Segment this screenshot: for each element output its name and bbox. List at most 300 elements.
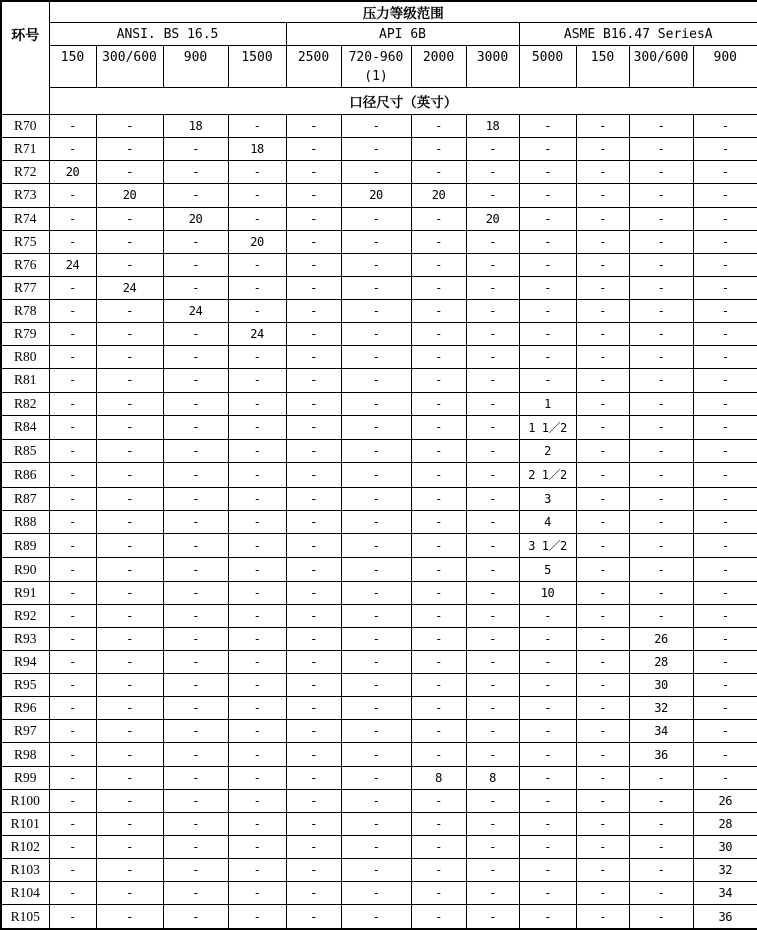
size-value-cell: -	[466, 253, 519, 276]
size-value-cell: -	[693, 487, 757, 510]
size-value-cell: -	[519, 905, 576, 929]
table-row	[1, 743, 757, 766]
size-value-cell: -	[693, 161, 757, 184]
size-value-cell: -	[466, 674, 519, 697]
size-value-cell: -	[228, 463, 286, 487]
size-value-cell: -	[629, 346, 693, 369]
size-value-cell: -	[576, 369, 629, 392]
ring-number-label: R103	[1, 859, 49, 882]
size-value-cell: -	[519, 650, 576, 673]
size-value-cell: -	[411, 392, 466, 415]
size-value-cell: -	[228, 789, 286, 812]
size-value-cell: -	[341, 392, 411, 415]
size-value-cell: -	[96, 674, 163, 697]
pressure-class-header: 900	[163, 46, 228, 88]
size-value-cell: -	[576, 650, 629, 673]
size-value-cell: -	[576, 604, 629, 627]
size-value-cell: -	[341, 650, 411, 673]
size-value-cell: -	[49, 300, 96, 323]
size-value-cell: -	[466, 184, 519, 207]
size-value-cell: -	[286, 674, 341, 697]
size-value-cell: -	[576, 581, 629, 604]
size-value-cell: -	[163, 674, 228, 697]
size-value-cell: -	[341, 207, 411, 230]
size-value-cell: -	[341, 627, 411, 650]
size-value-cell: -	[49, 440, 96, 463]
size-value-cell: -	[286, 369, 341, 392]
size-value-cell: -	[693, 276, 757, 299]
table-row	[1, 392, 757, 415]
size-value-cell: -	[49, 487, 96, 510]
size-value-cell: -	[519, 184, 576, 207]
size-value-cell: -	[466, 835, 519, 858]
size-value-cell: -	[96, 138, 163, 161]
size-value-cell: -	[576, 859, 629, 882]
size-value-cell: -	[693, 558, 757, 581]
size-value-cell: -	[411, 697, 466, 720]
size-value-cell: -	[519, 697, 576, 720]
size-value-cell: -	[466, 346, 519, 369]
size-value-cell: -	[228, 369, 286, 392]
size-value-cell: -	[341, 558, 411, 581]
size-value-cell: -	[49, 463, 96, 487]
size-value-cell: -	[629, 184, 693, 207]
size-value-cell: -	[163, 463, 228, 487]
size-value-cell: -	[629, 533, 693, 557]
size-value-cell: -	[519, 627, 576, 650]
size-value-cell: -	[163, 766, 228, 789]
size-value-cell: -	[163, 184, 228, 207]
size-value-cell: -	[341, 323, 411, 346]
size-value-cell: -	[693, 115, 757, 138]
pressure-class-header: 5000	[519, 46, 576, 88]
size-value-cell: -	[163, 581, 228, 604]
size-value-cell: -	[163, 627, 228, 650]
size-value-cell: -	[576, 627, 629, 650]
size-value-cell: -	[411, 369, 466, 392]
size-value-cell: -	[519, 161, 576, 184]
size-value-cell: -	[228, 300, 286, 323]
size-value-cell: -	[341, 581, 411, 604]
ring-number-label: R87	[1, 487, 49, 510]
size-value-cell: -	[466, 510, 519, 533]
size-value-cell: -	[96, 604, 163, 627]
size-value-cell: -	[341, 300, 411, 323]
size-value-cell: -	[49, 276, 96, 299]
ring-number-label: R105	[1, 905, 49, 929]
size-value-cell: -	[466, 697, 519, 720]
table-row	[1, 650, 757, 673]
size-value-cell: -	[519, 789, 576, 812]
size-value-cell: -	[286, 859, 341, 882]
size-value-cell: -	[629, 835, 693, 858]
size-value-cell: -	[629, 487, 693, 510]
ring-number-label: R100	[1, 789, 49, 812]
size-value-cell: -	[163, 369, 228, 392]
table-row	[1, 835, 757, 858]
size-value-cell: -	[49, 207, 96, 230]
title-row	[1, 1, 757, 23]
size-value-cell: -	[411, 859, 466, 882]
size-value-cell: 26	[629, 627, 693, 650]
size-value-cell: 20	[411, 184, 466, 207]
ring-number-label: R88	[1, 510, 49, 533]
size-value-cell: -	[341, 510, 411, 533]
size-value-cell: -	[163, 720, 228, 743]
size-value-cell: 28	[629, 650, 693, 673]
size-value-cell: -	[96, 720, 163, 743]
size-value-cell: -	[576, 510, 629, 533]
size-value-cell: -	[341, 766, 411, 789]
size-value-cell: -	[693, 627, 757, 650]
size-value-cell: 30	[693, 835, 757, 858]
size-value-cell: -	[286, 789, 341, 812]
size-value-cell: -	[286, 697, 341, 720]
size-value-cell: -	[576, 463, 629, 487]
size-value-cell: -	[576, 674, 629, 697]
table-row	[1, 627, 757, 650]
size-value-cell: -	[341, 533, 411, 557]
size-value-cell: 34	[693, 882, 757, 905]
size-value-cell: -	[411, 604, 466, 627]
size-value-cell: -	[576, 882, 629, 905]
table-row	[1, 323, 757, 346]
size-value-cell: -	[96, 415, 163, 439]
size-value-cell: -	[411, 650, 466, 673]
table-row	[1, 905, 757, 929]
size-value-cell: -	[341, 674, 411, 697]
size-value-cell: -	[49, 369, 96, 392]
size-value-cell: -	[96, 440, 163, 463]
size-value-cell: -	[466, 905, 519, 929]
ring-number-label: R84	[1, 415, 49, 439]
size-value-cell: 20	[49, 161, 96, 184]
ring-number-label: R71	[1, 138, 49, 161]
size-value-cell: -	[411, 533, 466, 557]
size-value-cell: -	[49, 720, 96, 743]
ring-number-label: R74	[1, 207, 49, 230]
size-value-cell: -	[228, 674, 286, 697]
size-value-cell: -	[466, 650, 519, 673]
pressure-class-header: 1500	[228, 46, 286, 88]
size-value-cell: -	[163, 558, 228, 581]
table-row	[1, 440, 757, 463]
size-value-cell: -	[96, 161, 163, 184]
size-value-cell: -	[576, 487, 629, 510]
size-value-cell: -	[629, 812, 693, 835]
size-value-cell: -	[341, 369, 411, 392]
size-value-cell: -	[49, 743, 96, 766]
size-value-cell: -	[341, 743, 411, 766]
size-value-cell: -	[286, 392, 341, 415]
size-value-cell: -	[466, 415, 519, 439]
size-value-cell: -	[629, 323, 693, 346]
size-value-cell: -	[411, 415, 466, 439]
size-value-cell: -	[96, 253, 163, 276]
size-value-cell: -	[693, 369, 757, 392]
table-row	[1, 789, 757, 812]
table-row	[1, 300, 757, 323]
size-value-cell: -	[286, 138, 341, 161]
size-value-cell: 3 1／2	[519, 533, 576, 557]
size-value-cell: -	[576, 300, 629, 323]
size-value-cell: -	[228, 743, 286, 766]
group-header-asme: ASME B16.47 SeriesA	[519, 23, 757, 46]
pressure-class-note: (1)	[364, 68, 388, 84]
size-value-cell: -	[163, 323, 228, 346]
size-value-cell: -	[466, 789, 519, 812]
size-value-cell: -	[286, 253, 341, 276]
size-value-cell: -	[96, 835, 163, 858]
size-value-cell: -	[96, 510, 163, 533]
size-value-cell: -	[629, 115, 693, 138]
size-value-cell: -	[228, 346, 286, 369]
size-value-cell: -	[693, 650, 757, 673]
size-value-cell: 2 1／2	[519, 463, 576, 487]
size-value-cell: -	[519, 253, 576, 276]
ring-number-label: R102	[1, 835, 49, 858]
size-value-cell: -	[576, 323, 629, 346]
size-value-cell: -	[519, 230, 576, 253]
size-value-cell: -	[163, 392, 228, 415]
size-value-cell: -	[411, 138, 466, 161]
size-value-cell: -	[163, 487, 228, 510]
size-value-cell: -	[96, 346, 163, 369]
size-value-cell: -	[629, 207, 693, 230]
size-value-cell: -	[341, 487, 411, 510]
ring-number-label: R101	[1, 812, 49, 835]
size-value-cell: -	[96, 323, 163, 346]
size-value-cell: -	[411, 487, 466, 510]
size-value-cell: -	[519, 743, 576, 766]
size-value-cell: -	[286, 440, 341, 463]
size-value-cell: -	[96, 650, 163, 673]
size-value-cell: -	[341, 276, 411, 299]
size-value-cell: -	[411, 674, 466, 697]
size-value-cell: -	[693, 300, 757, 323]
size-value-cell: -	[411, 276, 466, 299]
size-value-cell: -	[96, 369, 163, 392]
size-value-cell: -	[693, 674, 757, 697]
size-value-cell: -	[629, 882, 693, 905]
size-value-cell: -	[519, 276, 576, 299]
size-value-cell: -	[411, 440, 466, 463]
size-value-cell: -	[576, 207, 629, 230]
ring-number-label: R78	[1, 300, 49, 323]
size-value-cell: -	[576, 835, 629, 858]
size-value-cell: -	[341, 115, 411, 138]
size-value-cell: -	[96, 392, 163, 415]
size-value-cell: -	[286, 882, 341, 905]
size-value-cell: -	[576, 743, 629, 766]
table-row	[1, 230, 757, 253]
size-value-cell: -	[286, 346, 341, 369]
size-value-cell: -	[576, 440, 629, 463]
size-value-cell: -	[341, 230, 411, 253]
size-value-cell: -	[519, 812, 576, 835]
table-row	[1, 697, 757, 720]
size-value-cell: -	[693, 253, 757, 276]
size-value-cell: -	[693, 230, 757, 253]
ring-number-label: R99	[1, 766, 49, 789]
table-row	[1, 115, 757, 138]
size-value-cell: -	[693, 766, 757, 789]
size-value-cell: -	[411, 300, 466, 323]
size-value-cell: -	[163, 230, 228, 253]
size-value-cell: -	[341, 859, 411, 882]
size-value-cell: -	[629, 138, 693, 161]
size-value-cell: -	[693, 184, 757, 207]
size-value-cell: -	[163, 440, 228, 463]
table-row	[1, 674, 757, 697]
table-row	[1, 720, 757, 743]
size-value-cell: -	[49, 415, 96, 439]
pressure-header-row	[1, 46, 757, 88]
table-row	[1, 510, 757, 533]
size-value-cell: -	[341, 346, 411, 369]
size-value-cell: -	[519, 300, 576, 323]
size-value-cell: -	[466, 533, 519, 557]
size-value-cell: -	[49, 115, 96, 138]
size-value-cell: -	[163, 743, 228, 766]
size-row-label: 口径尺寸（英寸）	[49, 88, 757, 115]
size-value-cell: -	[286, 604, 341, 627]
size-value-cell: -	[629, 253, 693, 276]
size-value-cell: -	[693, 720, 757, 743]
size-value-cell: -	[96, 115, 163, 138]
size-value-cell: -	[228, 487, 286, 510]
ring-number-label: R70	[1, 115, 49, 138]
size-value-cell: 36	[693, 905, 757, 929]
size-value-cell: -	[629, 369, 693, 392]
table-row	[1, 207, 757, 230]
size-value-cell: -	[693, 463, 757, 487]
size-value-cell: -	[466, 882, 519, 905]
size-value-cell: -	[411, 627, 466, 650]
pressure-class-header: 3000	[466, 46, 519, 88]
size-value-cell: -	[411, 789, 466, 812]
ring-number-label: R76	[1, 253, 49, 276]
size-value-cell: -	[96, 300, 163, 323]
size-value-cell: -	[49, 138, 96, 161]
size-value-cell: -	[466, 161, 519, 184]
size-value-cell: -	[228, 276, 286, 299]
size-value-cell: -	[49, 533, 96, 557]
size-value-cell: -	[466, 720, 519, 743]
size-value-cell: -	[163, 882, 228, 905]
size-value-cell: -	[163, 253, 228, 276]
size-value-cell: -	[49, 812, 96, 835]
size-value-cell: 34	[629, 720, 693, 743]
size-value-cell: -	[466, 138, 519, 161]
ring-number-label: R91	[1, 581, 49, 604]
ring-number-label: R81	[1, 369, 49, 392]
size-value-cell: -	[228, 859, 286, 882]
size-value-cell: -	[96, 230, 163, 253]
size-value-cell: -	[228, 558, 286, 581]
size-value-cell: 20	[96, 184, 163, 207]
size-value-cell: -	[693, 207, 757, 230]
ring-number-label: R104	[1, 882, 49, 905]
size-label-row	[1, 88, 757, 115]
size-value-cell: -	[286, 300, 341, 323]
pressure-class-header: 720-960 (1)	[341, 46, 411, 88]
size-value-cell: -	[411, 510, 466, 533]
ring-number-label: R73	[1, 184, 49, 207]
size-value-cell: -	[466, 604, 519, 627]
group-header-api: API 6B	[286, 23, 519, 46]
size-value-cell: -	[286, 627, 341, 650]
size-value-cell: -	[466, 743, 519, 766]
size-value-cell: -	[49, 346, 96, 369]
size-value-cell: -	[228, 604, 286, 627]
size-value-cell: -	[519, 115, 576, 138]
pressure-class-header: 300/600	[96, 46, 163, 88]
size-value-cell: -	[228, 415, 286, 439]
size-value-cell: -	[411, 346, 466, 369]
size-value-cell: -	[228, 533, 286, 557]
size-value-cell: -	[341, 835, 411, 858]
size-value-cell: -	[228, 720, 286, 743]
size-value-cell: -	[466, 392, 519, 415]
table-row	[1, 487, 757, 510]
size-value-cell: -	[341, 604, 411, 627]
size-value-cell: -	[228, 184, 286, 207]
size-value-cell: -	[163, 415, 228, 439]
size-value-cell: -	[576, 392, 629, 415]
size-value-cell: -	[519, 346, 576, 369]
size-value-cell: -	[286, 510, 341, 533]
size-value-cell: 24	[49, 253, 96, 276]
size-value-cell: -	[163, 510, 228, 533]
size-value-cell: -	[49, 230, 96, 253]
size-value-cell: 18	[163, 115, 228, 138]
size-value-cell: -	[411, 743, 466, 766]
ring-number-label: R75	[1, 230, 49, 253]
size-value-cell: -	[629, 440, 693, 463]
size-value-cell: -	[629, 510, 693, 533]
size-value-cell: -	[411, 882, 466, 905]
size-value-cell: -	[411, 720, 466, 743]
size-value-cell: -	[286, 650, 341, 673]
size-value-cell: -	[286, 323, 341, 346]
size-value-cell: -	[163, 789, 228, 812]
size-value-cell: -	[576, 138, 629, 161]
ring-number-label: R90	[1, 558, 49, 581]
size-value-cell: -	[163, 812, 228, 835]
size-value-cell: -	[228, 440, 286, 463]
size-value-cell: -	[693, 510, 757, 533]
size-value-cell: -	[286, 581, 341, 604]
table-row	[1, 859, 757, 882]
size-value-cell: -	[163, 859, 228, 882]
size-value-cell: -	[228, 812, 286, 835]
pressure-class-header: 2000	[411, 46, 466, 88]
table-row	[1, 882, 757, 905]
size-value-cell: -	[576, 230, 629, 253]
size-value-cell: -	[411, 812, 466, 835]
size-value-cell: 20	[341, 184, 411, 207]
size-value-cell: -	[341, 812, 411, 835]
ring-number-label: R80	[1, 346, 49, 369]
size-value-cell: -	[411, 905, 466, 929]
size-value-cell: -	[49, 627, 96, 650]
size-value-cell: -	[629, 392, 693, 415]
size-value-cell: -	[411, 323, 466, 346]
size-value-cell: -	[629, 300, 693, 323]
size-value-cell: -	[228, 905, 286, 929]
size-value-cell: -	[411, 463, 466, 487]
